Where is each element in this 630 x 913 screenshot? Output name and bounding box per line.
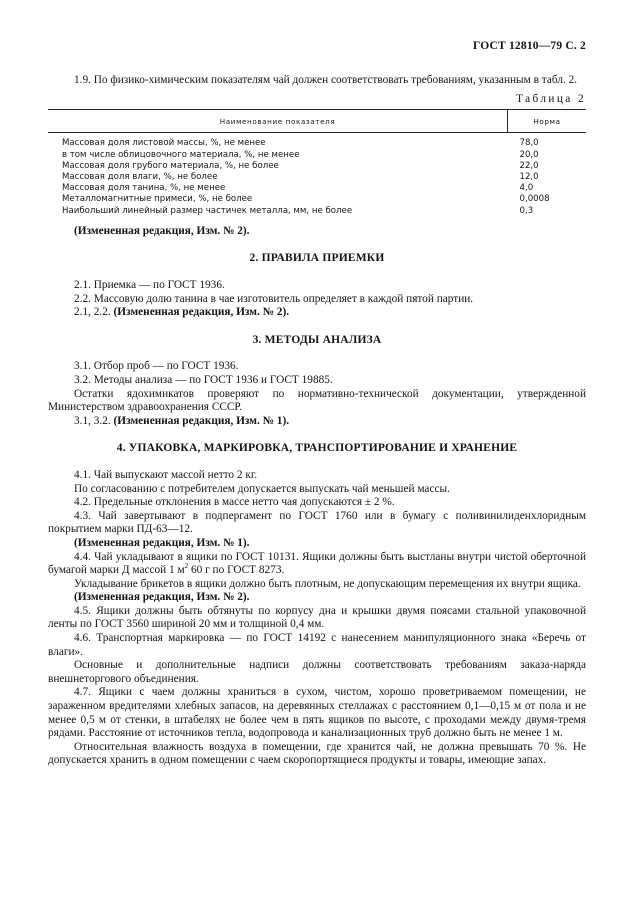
row-name: Металломагнитные примеси, %, не более — [62, 194, 253, 205]
row-name: Массовая доля грубого материала, %, не более — [62, 160, 279, 171]
row-norm: 20,0 — [519, 149, 539, 160]
row-name: Массовая доля листовой массы, %, не менее — [62, 138, 266, 149]
row-name: Массовая доля танина, %, не менее — [62, 183, 226, 194]
clause-3-amendment — [48, 415, 586, 429]
amendment-note-2: (Измененная редакция, Изм. № 2). — [74, 591, 250, 604]
table-row — [48, 133, 586, 150]
clause-1-9: 1.9. По физико-химическим показателям чай должен соответствовать требованиям, указанным в табл. 2. — [74, 74, 578, 86]
row-name: Наибольший линейный размер частичек металла, мм, не более — [62, 205, 353, 216]
clause-4-7: 4.7. Ящики с чаем должны храниться в сухом, чистом, хорошо проветриваемом помещении, не зараженном вредителями хлебных запасов, на деревянных стеллажах с расстоянием 0,1—0,15 м от пола и не менее 0,5 м от стенки, в штабелях не более чем в пять ящиков по высоте, с проходами между двумя-тремя рядами. Расстояние от источников тепла, водопровода и канализационных труб должно быть не менее 1 м. — [48, 686, 586, 740]
table-row — [48, 150, 586, 161]
clause-4-1: 4.1. Чай выпускают массой нетто 2 кг. — [74, 468, 258, 481]
clause-4-6: 4.6. Транспортная маркировка — по ГОСТ 14192 с нанесением манипуляционного знака «Беречь от влаги». — [48, 632, 586, 658]
clause-4-4 — [48, 551, 586, 578]
section-4-title: 4. УПАКОВКА, МАРКИРОВКА, ТРАНСПОРТИРОВАНИЕ И ХРАНЕНИЕ — [116, 442, 518, 455]
amendment-note: (Измененная редакция, Изм. № 1). — [113, 414, 290, 427]
row-name: Массовая доля влаги, %, не более — [62, 172, 218, 182]
table-row — [48, 194, 586, 205]
table-amendment-note: (Измененная редакция, Изм. № 2). — [74, 224, 250, 237]
row-norm: 78,0 — [519, 138, 539, 149]
table-row — [48, 183, 586, 194]
row-name: в том числе облицовочного материала, %, не менее — [62, 149, 300, 160]
table-2 — [48, 109, 586, 217]
clause-4-4-end: 60 г по ГОСТ 8273. — [188, 564, 285, 577]
clause-3-2-text: Остатки ядохимикатов проверяют по нормативно-технической документации, утвержденной Министерством здравоохранения СССР. — [48, 387, 586, 414]
amendment-note-1: (Измененная редакция, Изм. № 1). — [74, 536, 250, 549]
document-body — [48, 74, 586, 768]
row-norm: 0,3 — [519, 205, 534, 216]
superscript: 2 — [184, 562, 189, 571]
table-row — [48, 172, 586, 183]
clause-3-1: 3.1. Отбор проб — по ГОСТ 1936. — [74, 360, 239, 373]
clause-4-2: 4.2. Предельные отклонения в массе нетто чая допускаются ± 2 %. — [74, 496, 395, 509]
clause-4-7-text: Относительная влажность воздуха в помещении, где хранится чай, не должна превышать 70 %. Не допускается хранить в одном помещении с чаем скоропортящиеся продукты и товары, имеющие запах. — [48, 740, 586, 767]
table-row — [48, 206, 586, 217]
column-header-norm: Норма — [508, 110, 587, 133]
clause-2-2: 2.2. Массовую долю танина в чае изготовитель определяет в каждой пятой партии. — [74, 292, 474, 305]
clause-4-1-text: По согласованию с потребителем допускается выпускать чай меньшей массы. — [74, 482, 450, 495]
page-header: ГОСТ 12810—79 С. 2 — [473, 40, 586, 52]
clause-ref: 2.1, 2.2. — [74, 306, 114, 319]
clause-3-2: 3.2. Методы анализа — по ГОСТ 1936 и ГОСТ 19885. — [74, 373, 333, 386]
table-row — [48, 161, 586, 172]
row-norm: 12,0 — [519, 172, 539, 182]
section-2-title: 2. ПРАВИЛА ПРИЕМКИ — [249, 252, 385, 265]
clause-4-3: 4.3. Чай завертывают в подпергамент по ГОСТ 1760 или в бумагу с поливинилиденхлоридным покрытием марки ПД-63—12. — [48, 509, 586, 536]
clause-4-6-text: Основные и дополнительные надписи должны соответствовать требованиям заказа-наряда внешнеторгового объединения. — [48, 659, 586, 685]
table-header-row — [48, 110, 586, 133]
row-norm: 22,0 — [519, 160, 539, 171]
clause-ref: 3.1, 3.2. — [74, 414, 114, 427]
clause-2-amendment — [48, 306, 586, 320]
clause-2-1: 2.1. Приемка — по ГОСТ 1936. — [74, 279, 225, 291]
clause-4-4-text: 4.4. Чай укладывают в ящики по ГОСТ 10131. Ящики должны быть выстланы внутри чистой оберточной бумагой марки Д массой 1 м — [48, 550, 586, 577]
amendment-note: (Измененная редакция, Изм. № 2). — [113, 306, 290, 319]
row-norm: 4,0 — [519, 183, 534, 194]
clause-4-5: 4.5. Ящики должны быть обтянуты по корпусу дна и крышки двумя поясами стальной упаковочной ленты по ГОСТ 3560 шириной 20 мм и толщиной 0,4 мм. — [48, 604, 586, 631]
column-header-name: Наименование показателя — [48, 110, 508, 133]
clause-4-4-text-b: Укладывание брикетов в ящики должно быть плотным, не допускающим перемещения их внутри ящика. — [74, 577, 581, 590]
row-norm: 0,0008 — [519, 194, 550, 205]
table-caption: Таблица 2 — [516, 92, 586, 105]
section-3-title: 3. МЕТОДЫ АНАЛИЗА — [252, 333, 382, 346]
